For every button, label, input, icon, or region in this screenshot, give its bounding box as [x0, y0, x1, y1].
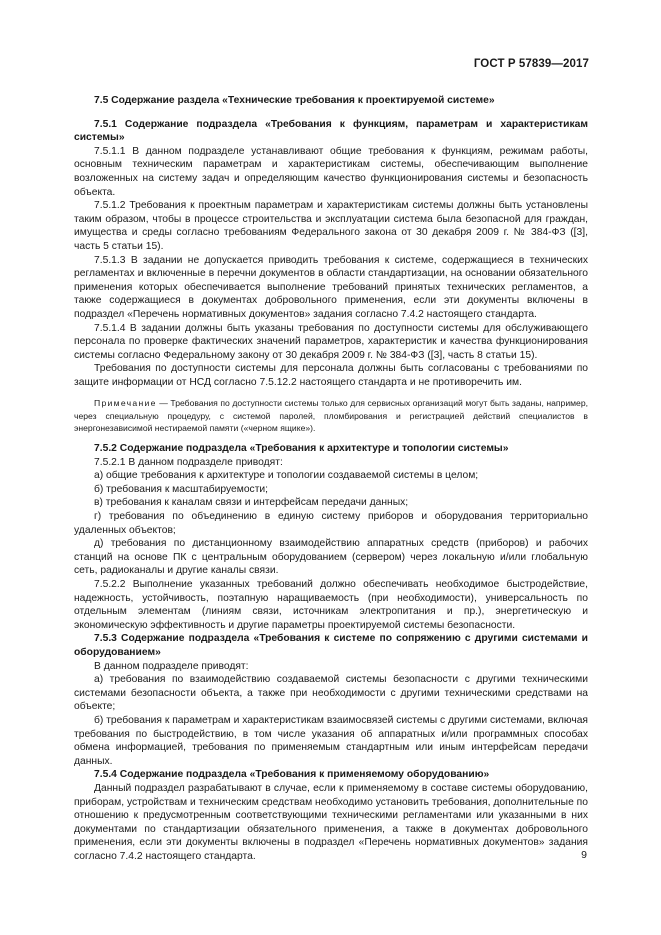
note-text: — Требования по доступности системы только для сервисных организаций могут быть заданы, например, через специальную процедуру, с системой паролей, пломбирования и регистрацией действий специалистов в энергонезависимой нестираемой памяти («черном ящике»).	[74, 398, 588, 433]
note	[74, 397, 588, 434]
paragraph-7-5-1-2: 7.5.1.2 Требования к проектным параметрам и характеристикам системы должны быть установлены таким образом, чтобы в процессе строительства и эксплуатации система была безопасной для граждан, имущества и среды согласно требованиям Федерального закона от 30 декабря 2009 г. № 384-ФЗ ([3], часть 5 статьи 15).	[74, 200, 588, 252]
paragraph-7-5-4: Данный подраздел разрабатывают в случае, если к применяемому в составе системы оборудованию, приборам, устройствам и техническим средствам необходимо установить требования, дополнительные по отношению к предусмотренным соответствующими техническими регламентами или указанными в них документами по стандартизации обязательного применения, а также в документах добровольного применения, если эти документы включены в подраздел «Перечень нормативных документов» задания согласно 7.4.2 настоящего стандарта.	[74, 782, 588, 862]
page-content	[74, 94, 588, 863]
subsection-7-5-3-title: 7.5.3 Содержание подраздела «Требования к системе по сопряжению с другими системами и оборудованием»	[74, 633, 588, 658]
page-number: 9	[581, 849, 587, 861]
paragraph-7-5-3-intro: В данном подразделе приводят:	[94, 660, 249, 672]
list-item: в) требования к каналам связи и интерфейсам передачи данных;	[94, 497, 409, 509]
subsection-7-5-2-title: 7.5.2 Содержание подраздела «Требования к архитектуре и топологии системы»	[94, 443, 509, 455]
paragraph-7-5-1-1: 7.5.1.1 В данном подразделе устанавливают общие требования к функциям, режимам работы, основным техническим параметрам и характеристикам системы, обеспечивающим выполнение возложенных на систему задач и определяющим качество функционирования системы и безопасность объекта.	[74, 145, 588, 198]
list-item: г) требования по объединению в единую систему приборов и оборудования территориально удаленных объектов;	[74, 511, 588, 536]
paragraph-7-5-2-2: 7.5.2.2 Выполнение указанных требований должно обеспечивать необходимое быстродействие, надежность, устойчивость, поэтапную наращиваемость (при необходимости), универсальность по отдельным элементам (линиям связи, источникам электропитания и пр.), энергетическую и экономическую эффективность и другие параметры проектируемой системы безопасности.	[74, 579, 588, 631]
standard-designation: ГОСТ Р 57839—2017	[473, 58, 589, 70]
list-item: б) требования к параметрам и характеристикам взаимосвязей системы с другими системами, включая требования по быстродействию, в том числе указания об аппаратных и/или программных способах обмена информацией, требования по применяемым стандартным или иным интерфейсам передачи данных.	[74, 714, 588, 767]
paragraph-7-5-1-4: 7.5.1.4 В задании должны быть указаны требования по доступности системы для обслуживающего персонала по проверке фактических значений параметров, характеристик и качества функционирования системы согласно Федеральному закону от 30 декабря 2009 г. № 384-ФЗ ([3], часть 8 статьи 15).	[74, 322, 588, 361]
section-7-5-title: 7.5 Содержание раздела «Технические требования к проектируемой системе»	[94, 95, 495, 106]
list-item: б) требования к масштабируемости;	[94, 483, 269, 495]
list-item: а) требования по взаимодействию создаваемой системы безопасности с другими техническими системами безопасности объекта, а также при необходимости с другими техническими средствами на объекте;	[74, 674, 588, 713]
note-label: Примечание	[94, 398, 157, 409]
paragraph-accessibility: Требования по доступности системы для персонала должны быть согласованы с требованиями по защите информации от НСД согласно 7.5.12.2 настоящего стандарта и не противоречить им.	[74, 363, 588, 388]
list-item: а) общие требования к архитектуре и топологии создаваемой системы в целом;	[94, 470, 479, 482]
list-item: д) требования по дистанционному взаимодействию аппаратных средств (приборов) и рабочих станций на основе ПК с центральным оборудованием (сервером) через локальную и/или глобальную сеть, радиоканалы и другие каналы связи.	[74, 538, 588, 577]
paragraph-7-5-2-1: 7.5.2.1 В данном подразделе приводят:	[94, 456, 283, 468]
subsection-7-5-1-title: 7.5.1 Содержание подраздела «Требования к функциям, параметрам и характеристикам системы»	[74, 118, 588, 144]
paragraph-7-5-1-3: 7.5.1.3 В задании не допускается приводить требования к системе, содержащиеся в технических регламентах и включенные в перечни документов в области стандартизации, на основании обязательного применения которых обеспечивается выполнение требований принятых технических регламентов, а также содержащиеся в документах добровольного применения, если эти документы включены в подраздел «Перечень нормативных документов» задания согласно 7.4.2 настоящего стандарта.	[74, 254, 588, 320]
subsection-7-5-4-title: 7.5.4 Содержание подраздела «Требования к применяемому оборудованию»	[94, 769, 490, 781]
